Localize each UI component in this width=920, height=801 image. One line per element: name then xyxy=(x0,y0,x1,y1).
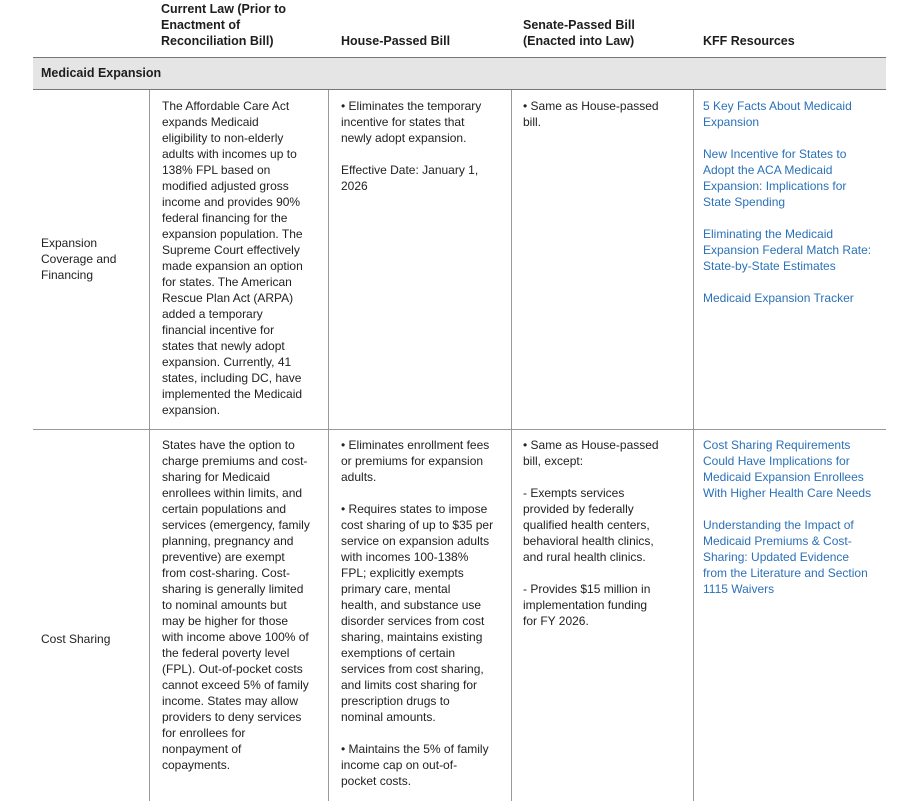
column-divider xyxy=(511,90,512,801)
resource-link[interactable]: Understanding the Impact of Medicaid Premiums & Cost- Sharing: Updated Evidence from the Literature and Section 1115 Waivers xyxy=(703,518,868,596)
house-bill-text: • Eliminates enrollment fees or premiums for expansion adults. • Requires states to impose cost sharing of up to $35 per service on expansion adults with incomes 100-138% FPL; explicitly exempts primary care, mental health, and substance use disorder services from cost sharing, maintains existing exemptions of certain services from cost sharing, and limits cost sharing for prescription drugs to nominal amounts. • Maintains the 5% of family income cap on out-of- pocket costs. xyxy=(341,438,494,788)
row-topic: Expansion Coverage and Financing xyxy=(41,236,117,282)
kff-resources-list xyxy=(703,98,883,322)
resource-link[interactable]: Eliminating the Medicaid Expansion Federal Match Rate: State-by-State Estimates xyxy=(703,227,872,273)
current-law-text: States have the option to charge premiums and cost- sharing for Medicaid enrollees within limits, and certain populations and services (emergency, family planning, pregnancy and preventive) are exempt from cost-sharing. Cost- sharing is generally limited to nominal amounts but may be higher for those with income above 100% of the federal poverty level (FPL). Out-of-pocket costs cannot exceed 5% of family income. States may allow providers to deny services for enrollees for nonpayment of copayments. xyxy=(162,438,310,772)
resource-link[interactable]: Cost Sharing Requirements Could Have Implications for Medicaid Expansion Enrollees With Higher Health Care Needs xyxy=(703,438,872,500)
column-divider xyxy=(693,90,694,801)
kff-resources-list xyxy=(703,437,883,613)
column-divider xyxy=(328,90,329,801)
header-senate-bill: Senate-Passed Bill (Enacted into Law) xyxy=(523,18,635,48)
resource-link[interactable]: New Incentive for States to Adopt the ACA Medicaid Expansion: Implications for State Spending xyxy=(703,147,847,209)
section-title: Medicaid Expansion xyxy=(41,66,162,80)
resource-link[interactable]: 5 Key Facts About Medicaid Expansion xyxy=(703,99,852,129)
current-law-text: The Affordable Care Act expands Medicaid eligibility to non-elderly adults with incomes up to 138% FPL based on modified adjusted gross income and provides 90% federal financing for the expansion population. The Supreme Court effectively made expansion an option for states. The American Rescue Plan Act (ARPA) added a temporary financial incentive for states that newly adopt expansion. Currently, 41 states, including DC, have implemented the Medicaid expansion. xyxy=(162,99,303,417)
column-divider xyxy=(149,90,150,801)
header-current-law: Current Law (Prior to Enactment of Reconciliation Bill) xyxy=(161,2,287,48)
resource-link[interactable]: Medicaid Expansion Tracker xyxy=(703,291,854,305)
house-bill-text: • Eliminates the temporary incentive for states that newly adopt expansion. Effective Date: January 1, 2026 xyxy=(341,99,482,193)
row-divider xyxy=(33,429,886,430)
header-kff-resources: KFF Resources xyxy=(703,34,795,48)
senate-bill-text: • Same as House-passed bill, except: - Exempts services provided by federally qualified health centers, behavioral health clinics, and rural health clinics. - Provides $15 million in implementation funding for FY 2026. xyxy=(523,438,659,628)
header-house-bill: House-Passed Bill xyxy=(341,34,451,48)
senate-bill-text: • Same as House-passed bill. xyxy=(523,99,659,129)
row-topic: Cost Sharing xyxy=(41,632,111,646)
